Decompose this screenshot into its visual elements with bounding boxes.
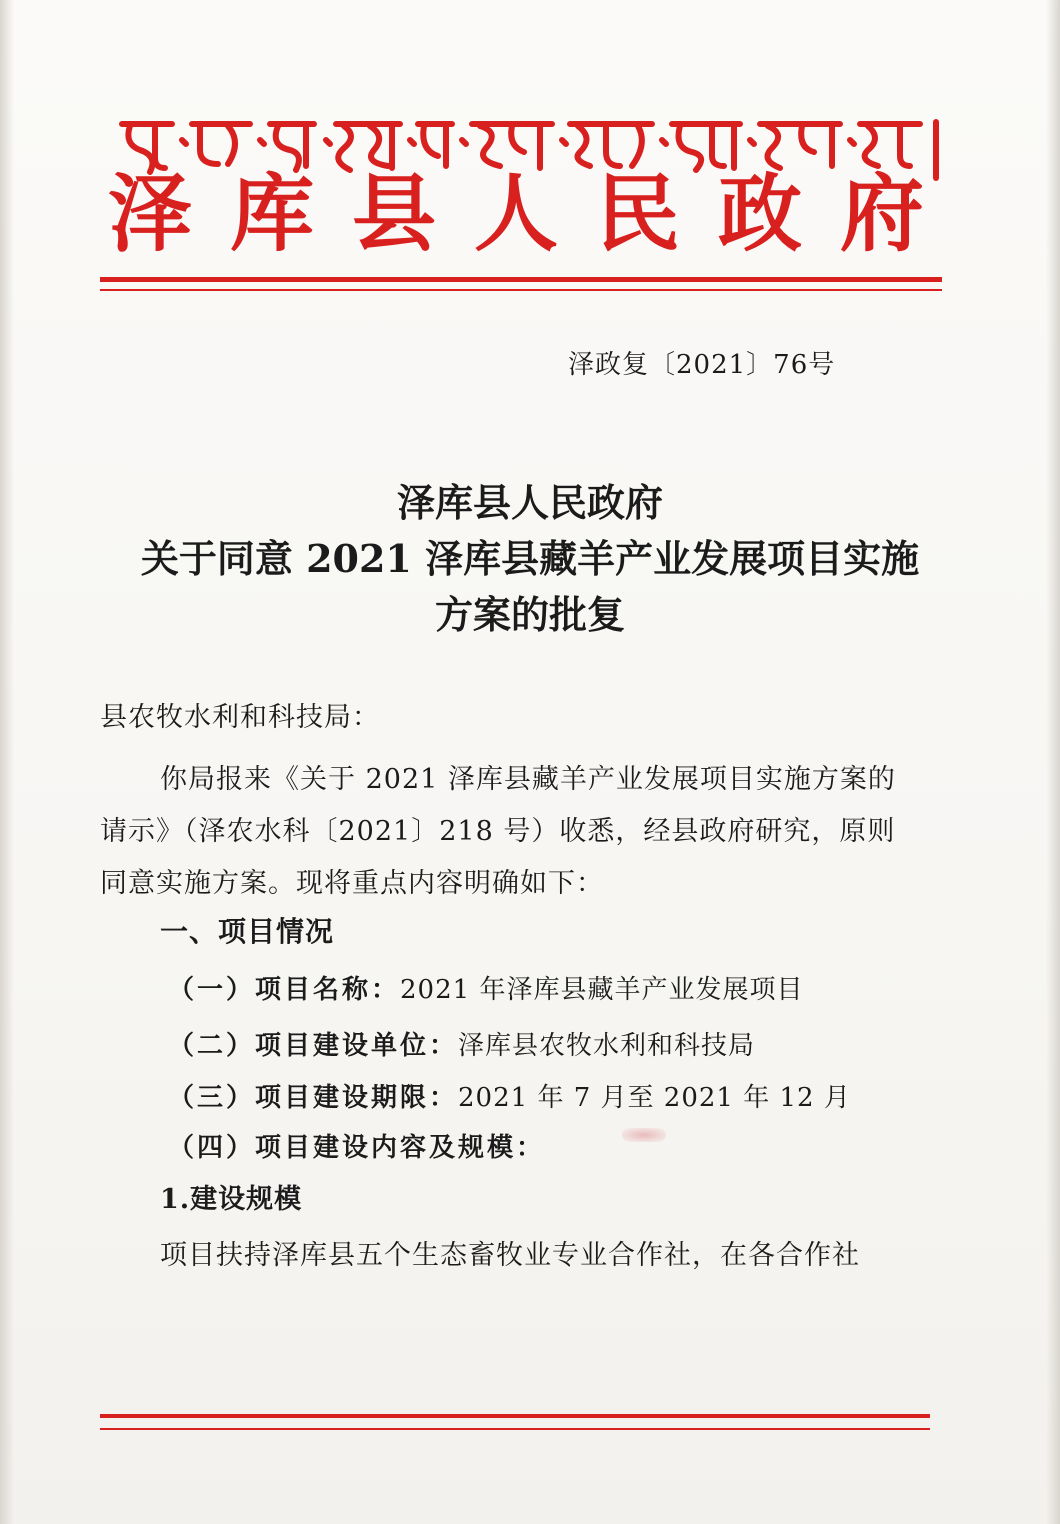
page-edge-right	[1046, 0, 1060, 1524]
item-label: （二）项目建设单位：	[168, 1031, 459, 1061]
item-label: （一）项目名称：	[168, 975, 401, 1005]
footer-rule-thin	[100, 1428, 930, 1430]
document-number: 泽政复〔2021〕76号	[568, 350, 836, 380]
letterhead-chinese: 泽库县人民政府	[108, 164, 963, 263]
item-construction-period	[168, 1078, 851, 1118]
item-label: （四）项目建设内容及规模：	[168, 1133, 546, 1163]
subsection-heading-scale: 1.建设规模	[160, 1184, 303, 1215]
item-project-name	[168, 970, 803, 1010]
section-heading-project-overview: 一、项目情况	[160, 915, 335, 948]
item-value: 泽库县农牧水利和科技局	[458, 1031, 756, 1061]
title-line-1: 泽库县人民政府	[396, 480, 663, 525]
ink-smudge	[622, 1128, 666, 1142]
footer-rule-thick	[100, 1414, 930, 1418]
item-construction-unit	[168, 1026, 755, 1066]
page-edge-left	[0, 0, 14, 1524]
item-value: 2021 年 7 月至 2021 年 12 月	[458, 1083, 851, 1113]
body-paragraph-1-line-3: 同意实施方案。现将重点内容明确如下：	[100, 868, 604, 899]
letterhead-rule-thin	[100, 289, 942, 291]
item-construction-content	[168, 1128, 545, 1168]
body-paragraph-2: 项目扶持泽库县五个生态畜牧业专业合作社，在各合作社	[160, 1240, 860, 1271]
body-paragraph-1-line-1: 你局报来《关于 2021 泽库县藏羊产业发展项目实施方案的	[160, 764, 896, 795]
item-value: 2021 年泽库县藏羊产业发展项目	[400, 975, 804, 1005]
title-line-2: 关于同意 2021 泽库县藏羊产业发展项目实施	[140, 536, 920, 581]
title-line-3: 方案的批复	[434, 592, 625, 637]
item-label: （三）项目建设期限：	[168, 1083, 459, 1113]
letterhead-rule-thick	[100, 277, 942, 282]
body-paragraph-1-line-2: 请示》（泽农水科〔2021〕218 号）收悉，经县政府研究，原则	[100, 816, 896, 847]
addressee: 县农牧水利和科技局：	[100, 702, 380, 733]
